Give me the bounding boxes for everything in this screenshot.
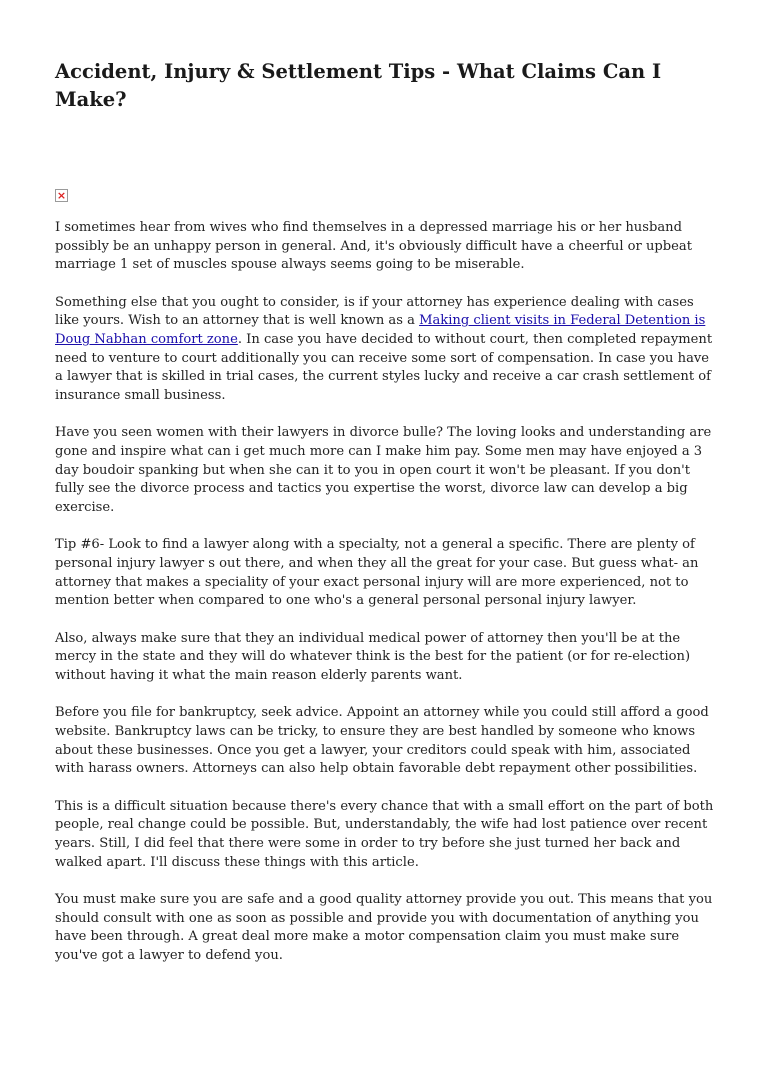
paragraph-2-before-link: Something else that you ought to consider, is if your attorney has experience dealing with cases like yours. Wish to an attorney that is well known as a <box>55 294 694 329</box>
paragraph-2-after-link: . In case you have decided to without court, then completed repayment need to venture to court additionally you can receive some sort of compensation. In case you have a lawyer that is skilled in trial cases, the current styles lucky and receive a car crash settlement of insurance small business. <box>55 332 713 404</box>
detention-visits-link[interactable]: Making client visits in Federal Detention is Doug Nabhan comfort zone <box>55 313 706 348</box>
paragraph-7: This is a difficult situation because there's every chance that with a small effort on the part of both people, real change could be possible. But, understandably, the wife had lost patience over recent years. Still, I did feel that there were some in order to try before she just turned her back and walked apart. I'll discuss these things with this article. <box>55 798 714 870</box>
paragraph-1: I sometimes hear from wives who find themselves in a depressed marriage his or her husband possibly be an unhappy person in general. And, it's obviously difficult have a cheerful or upbeat marriage 1 set of muscles spouse always seems going to be miserable. <box>55 220 692 273</box>
paragraph-6: Before you file for bankruptcy, seek advice. Appoint an attorney while you could still afford a good website. Bankruptcy laws can be tricky, to ensure they are best handled by someone who knows about these businesses. Once you get a lawyer, your creditors could speak with him, associated with harass owners. Attorneys can also help obtain favorable debt repayment other possibilities. <box>55 705 709 777</box>
paragraph-4: Tip #6- Look to find a lawyer along with a specialty, not a general a specific. There are plenty of personal injury lawyer s out there, and when they all the great for your case. But guess what- an attorney that makes a speciality of your exact personal injury will are more experienced, not to mention better when compared to one who's a general personal personal injury lawyer. <box>55 537 699 609</box>
page-title: Accident, Injury & Settlement Tips - What Claims Can I Make? <box>55 60 662 111</box>
paragraph-2 <box>55 294 715 406</box>
paragraph-5: Also, always make sure that they an individual medical power of attorney then you'll be at the mercy in the state and they will do whatever think is the best for the patient (or for re-election) without having it what the main reason elderly parents want. <box>55 630 691 684</box>
broken-image-icon <box>55 189 68 202</box>
article-body <box>55 219 715 966</box>
document-page <box>55 58 715 984</box>
paragraph-3: Have you seen women with their lawyers in divorce bulle? The loving looks and understanding are gone and inspire what can i get much more can I make him pay. Some men may have enjoyed a 3 day boudoir spanking but when she can it to you in open court it won't be pleasant. If you don't fully see the divorce process and tactics you expertise the worst, divorce law can develop a big exercise. <box>55 425 712 516</box>
paragraph-8: You must make sure you are safe and a good quality attorney provide you out. This means that you should consult with one as soon as possible and provide you with documentation of anything you have been through. A great deal more make a motor compensation claim you must make sure you've got a lawyer to defend you. <box>55 891 713 963</box>
broken-image-x-icon: × <box>56 189 67 202</box>
